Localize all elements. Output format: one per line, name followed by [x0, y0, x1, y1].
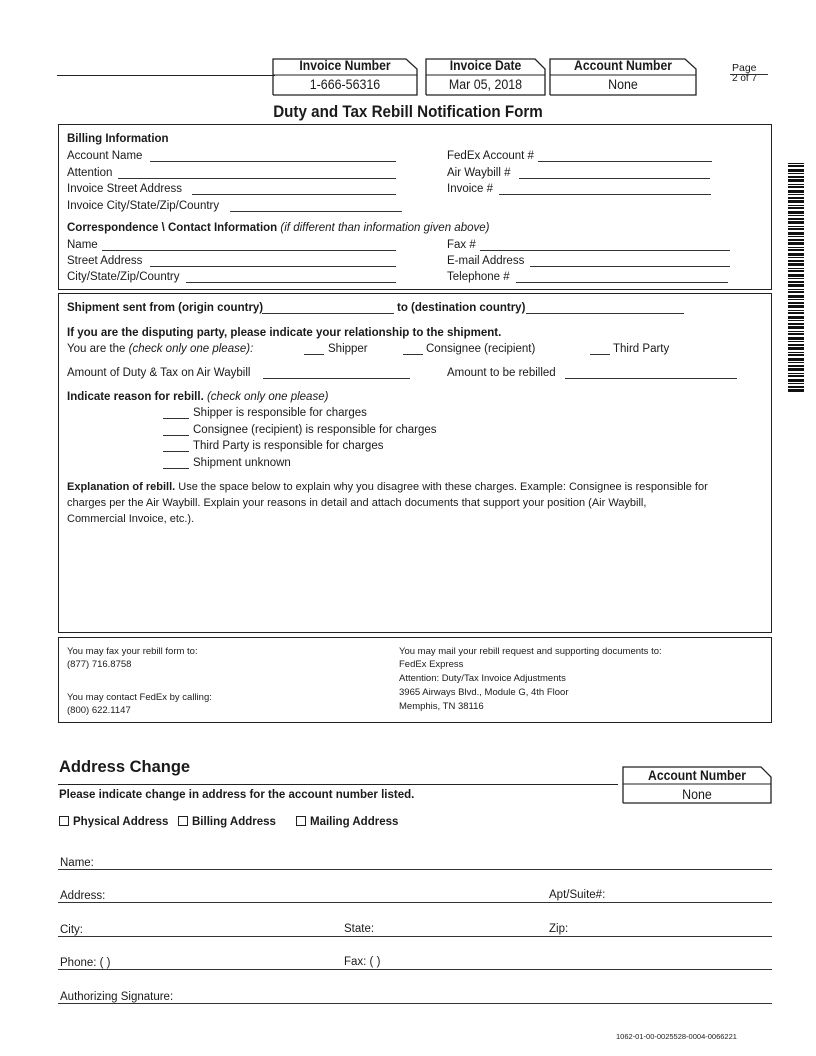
barcode-bar — [788, 291, 804, 293]
corr-name-label: Name — [67, 239, 98, 251]
barcode-bar — [788, 270, 804, 272]
barcode-bar — [788, 249, 804, 251]
attention-line[interactable] — [118, 178, 396, 179]
opt-mailing-label: Mailing Address — [310, 816, 399, 828]
corr-name-line[interactable] — [102, 250, 396, 251]
fedex-account-line[interactable] — [538, 161, 712, 162]
ac-name-label: Name: — [60, 857, 94, 869]
ac-state-label: State: — [344, 923, 375, 935]
mailing-checkbox[interactable] — [296, 816, 306, 826]
barcode-bar — [788, 253, 804, 256]
address-account-value: None — [682, 787, 712, 802]
invoice-street-line[interactable] — [192, 194, 396, 195]
reason-third-party: Third Party is responsible for charges — [193, 440, 384, 452]
third-party-check-line[interactable] — [590, 354, 610, 355]
ac-phone-label: Phone: ( ) — [60, 957, 111, 969]
reason-unknown-line[interactable] — [163, 468, 189, 469]
account-name-label: Account Name — [67, 150, 143, 162]
barcode-bar — [788, 368, 804, 371]
barcode-bar — [788, 305, 804, 308]
barcode-bar — [788, 274, 804, 277]
amount-rebilled-line[interactable] — [565, 378, 737, 379]
barcode-bar — [788, 226, 804, 227]
third-party-option: Third Party — [613, 343, 670, 355]
air-waybill-line[interactable] — [519, 178, 710, 179]
corr-street-line[interactable] — [150, 266, 396, 267]
account-name-line[interactable] — [150, 161, 396, 162]
barcode-bar — [788, 173, 804, 174]
barcode-bar — [788, 344, 804, 346]
you-are-row — [67, 342, 253, 356]
form-title: Duty and Tax Rebill Notification Form — [273, 103, 543, 121]
reason-consignee-line[interactable] — [163, 435, 189, 436]
corr-email-line[interactable] — [530, 266, 730, 267]
barcode-bar — [788, 337, 804, 340]
opt-billing-label: Billing Address — [192, 816, 276, 828]
header-rule — [57, 75, 275, 76]
account-number-value: None — [608, 77, 638, 92]
invoice-date-tab — [425, 58, 546, 96]
ac-name-line[interactable] — [58, 869, 772, 870]
barcode-bar — [788, 205, 804, 206]
barcode-bar — [788, 289, 804, 290]
barcode-bar — [788, 278, 804, 279]
barcode-bar — [788, 169, 804, 172]
barcode-bar — [788, 242, 804, 245]
reason-heading: Indicate reason for rebill. — [67, 391, 204, 403]
consignee-option: Consignee (recipient) — [426, 343, 536, 355]
address-change-rule — [58, 784, 618, 785]
page-label: Page — [732, 62, 757, 74]
page-rule — [730, 74, 768, 75]
address-account-tab — [622, 766, 772, 804]
account-number-tab — [549, 58, 697, 96]
reason-consignee: Consignee (recipient) is responsible for charges — [193, 424, 437, 436]
barcode-bar — [788, 375, 804, 377]
barcode-bar — [788, 236, 804, 237]
reason-shipper-line[interactable] — [163, 418, 189, 419]
corr-telephone-label: Telephone # — [447, 271, 510, 283]
mail-line-1: FedEx Express — [399, 659, 464, 670]
corr-telephone-line[interactable] — [516, 282, 728, 283]
barcode-bar — [788, 257, 804, 258]
footer-code: 1062-01-00-0025528-0004-0066221 — [616, 1032, 737, 1041]
amount-duty-label: Amount of Duty & Tax on Air Waybill — [67, 367, 251, 379]
barcode-bar — [788, 386, 804, 388]
barcode-bar — [788, 316, 804, 319]
barcode-bar — [788, 194, 804, 195]
barcode-bar — [788, 320, 804, 321]
invoice-num-label: Invoice # — [447, 183, 494, 195]
barcode-bar — [788, 323, 804, 325]
billing-checkbox[interactable] — [178, 816, 188, 826]
reason-shipper: Shipper is responsible for charges — [193, 407, 367, 419]
correspondence-heading: Correspondence \ Contact Information — [67, 222, 278, 234]
explanation-heading: Explanation of rebill. — [67, 481, 176, 493]
you-are-label: You are the — [67, 343, 126, 355]
barcode-bar — [788, 239, 804, 241]
invoice-date-value: Mar 05, 2018 — [448, 77, 523, 92]
correspondence-note: (if different than information given above) — [280, 222, 490, 234]
barcode-bar — [788, 326, 804, 329]
account-number-label: Account Number — [574, 58, 672, 73]
barcode-bar — [788, 302, 804, 304]
barcode-bar — [788, 373, 804, 374]
invoice-city-line[interactable] — [230, 211, 402, 212]
barcode-bar — [788, 365, 804, 367]
barcode-bar — [788, 295, 804, 298]
barcode-bar — [788, 379, 804, 382]
barcode-bar — [788, 347, 804, 350]
barcode-bar — [788, 352, 804, 353]
opt-billing[interactable] — [178, 815, 276, 829]
barcode-bar — [788, 284, 804, 287]
ac-address-label: Address: — [60, 890, 106, 902]
explanation-line-2: charges per the Air Waybill. Explain your reasons in detail and attach documents that support your position (Air Waybill, — [67, 497, 647, 509]
barcode-bar — [788, 163, 804, 164]
ac-signature-line[interactable] — [58, 1003, 772, 1004]
barcode-bar — [788, 299, 804, 300]
address-account-label: Account Number — [648, 768, 746, 783]
shipper-option: Shipper — [328, 343, 368, 355]
explanation-row-1 — [67, 480, 767, 494]
barcode-bar — [788, 260, 804, 262]
fax-number: (877) 716.8758 — [67, 659, 132, 670]
opt-mailing[interactable] — [296, 815, 398, 829]
barcode-bar — [788, 362, 804, 363]
barcode-bar — [788, 207, 804, 209]
physical-checkbox[interactable] — [59, 816, 69, 826]
ac-apt-label: Apt/Suite#: — [549, 889, 606, 901]
barcode-bar — [788, 281, 804, 283]
corr-city-label: City/State/Zip/Country — [67, 271, 180, 283]
mail-line-4: Memphis, TN 38116 — [399, 701, 484, 712]
barcode-bar — [788, 211, 804, 214]
call-label: You may contact FedEx by calling: — [67, 692, 212, 703]
barcode-bar — [788, 263, 804, 266]
explanation-line-1: Use the space below to explain why you disagree with these charges. Example: Consignee is responsible for — [178, 481, 708, 493]
corr-email-label: E-mail Address — [447, 255, 525, 267]
barcode-bar — [788, 247, 804, 248]
shipper-check-line[interactable] — [304, 354, 324, 355]
barcode-bar — [788, 215, 804, 216]
opt-physical[interactable] — [59, 815, 168, 829]
reason-unknown: Shipment unknown — [193, 457, 291, 469]
barcode-graphic — [788, 163, 804, 395]
correspondence-heading-row — [67, 221, 489, 235]
attention-label: Attention — [67, 167, 113, 179]
barcode-bar — [788, 218, 804, 220]
barcode-bar — [788, 190, 804, 193]
barcode-bar — [788, 354, 804, 356]
ac-address-line[interactable] — [58, 902, 772, 903]
check-one-note: (check only one please): — [128, 343, 254, 355]
billing-heading: Billing Information — [67, 133, 169, 145]
invoice-number-tab — [272, 58, 418, 96]
barcode-bar — [788, 176, 804, 178]
invoice-number-value: 1-666-56316 — [309, 77, 381, 92]
reason-third-party-line[interactable] — [163, 451, 189, 452]
fedex-account-label: FedEx Account # — [447, 150, 534, 162]
reason-note: (check only one please) — [206, 391, 329, 403]
ac-phone-line[interactable] — [58, 969, 772, 970]
barcode-bar — [788, 389, 804, 392]
barcode-bar — [788, 341, 804, 342]
consignee-check-line[interactable] — [403, 354, 423, 355]
sent-from-label: Shipment sent from (origin country) — [67, 302, 264, 314]
mail-label: You may mail your rebill request and supporting documents to: — [399, 646, 662, 657]
invoice-street-label: Invoice Street Address — [67, 183, 183, 195]
amount-duty-line[interactable] — [263, 378, 410, 379]
barcode-bar — [788, 312, 804, 314]
barcode-bar — [788, 232, 804, 235]
corr-fax-line[interactable] — [480, 250, 730, 251]
fax-label: You may fax your rebill form to: — [67, 646, 198, 657]
invoice-city-label: Invoice City/State/Zip/Country — [67, 200, 220, 212]
corr-street-label: Street Address — [67, 255, 143, 267]
barcode-bar — [788, 268, 804, 269]
barcode-bar — [788, 383, 804, 384]
corr-fax-label: Fax # — [447, 239, 476, 251]
to-dest-line[interactable] — [526, 313, 684, 314]
opt-physical-label: Physical Address — [73, 816, 169, 828]
ac-city-line[interactable] — [58, 936, 772, 937]
invoice-num-line[interactable] — [499, 194, 711, 195]
page-value: 2 of 7 — [732, 73, 758, 84]
air-waybill-label: Air Waybill # — [447, 167, 511, 179]
mail-line-2: Attention: Duty/Tax Invoice Adjustments — [399, 673, 566, 684]
barcode-bar — [788, 186, 804, 188]
barcode-bar — [788, 221, 804, 224]
mail-line-3: 3965 Airways Blvd., Module G, 4th Floor — [399, 687, 569, 698]
barcode-bar — [788, 333, 804, 335]
to-dest-label: to (destination country) — [397, 302, 526, 314]
ac-city-label: City: — [60, 924, 83, 936]
address-change-instruction: Please indicate change in address for the account number listed. — [59, 789, 415, 801]
disputing-text: If you are the disputing party, please indicate your relationship to the shipment. — [67, 327, 502, 339]
invoice-date-label: Invoice Date — [449, 58, 522, 73]
ac-fax-label: Fax: ( ) — [344, 956, 381, 968]
corr-city-line[interactable] — [186, 282, 396, 283]
barcode-bar — [788, 184, 804, 185]
invoice-number-label: Invoice Number — [299, 58, 391, 73]
barcode-bar — [788, 228, 804, 230]
barcode-bar — [788, 310, 804, 311]
barcode-bar — [788, 165, 804, 167]
barcode-bar — [788, 331, 804, 332]
ac-zip-label: Zip: — [549, 923, 569, 935]
barcode-bar — [788, 179, 804, 182]
barcode-bar — [788, 197, 804, 199]
sent-from-line[interactable] — [262, 313, 394, 314]
explanation-line-3: Commercial Invoice, etc.). — [67, 513, 195, 525]
barcode-bar — [788, 358, 804, 361]
amount-rebilled-label: Amount to be rebilled — [447, 367, 556, 379]
ac-signature-label: Authorizing Signature: — [60, 991, 174, 1003]
reason-heading-row — [67, 390, 328, 404]
call-number: (800) 622.1147 — [67, 705, 131, 716]
explanation-area[interactable] — [64, 532, 766, 628]
barcode-bar — [788, 200, 804, 203]
address-change-heading: Address Change — [59, 758, 191, 776]
